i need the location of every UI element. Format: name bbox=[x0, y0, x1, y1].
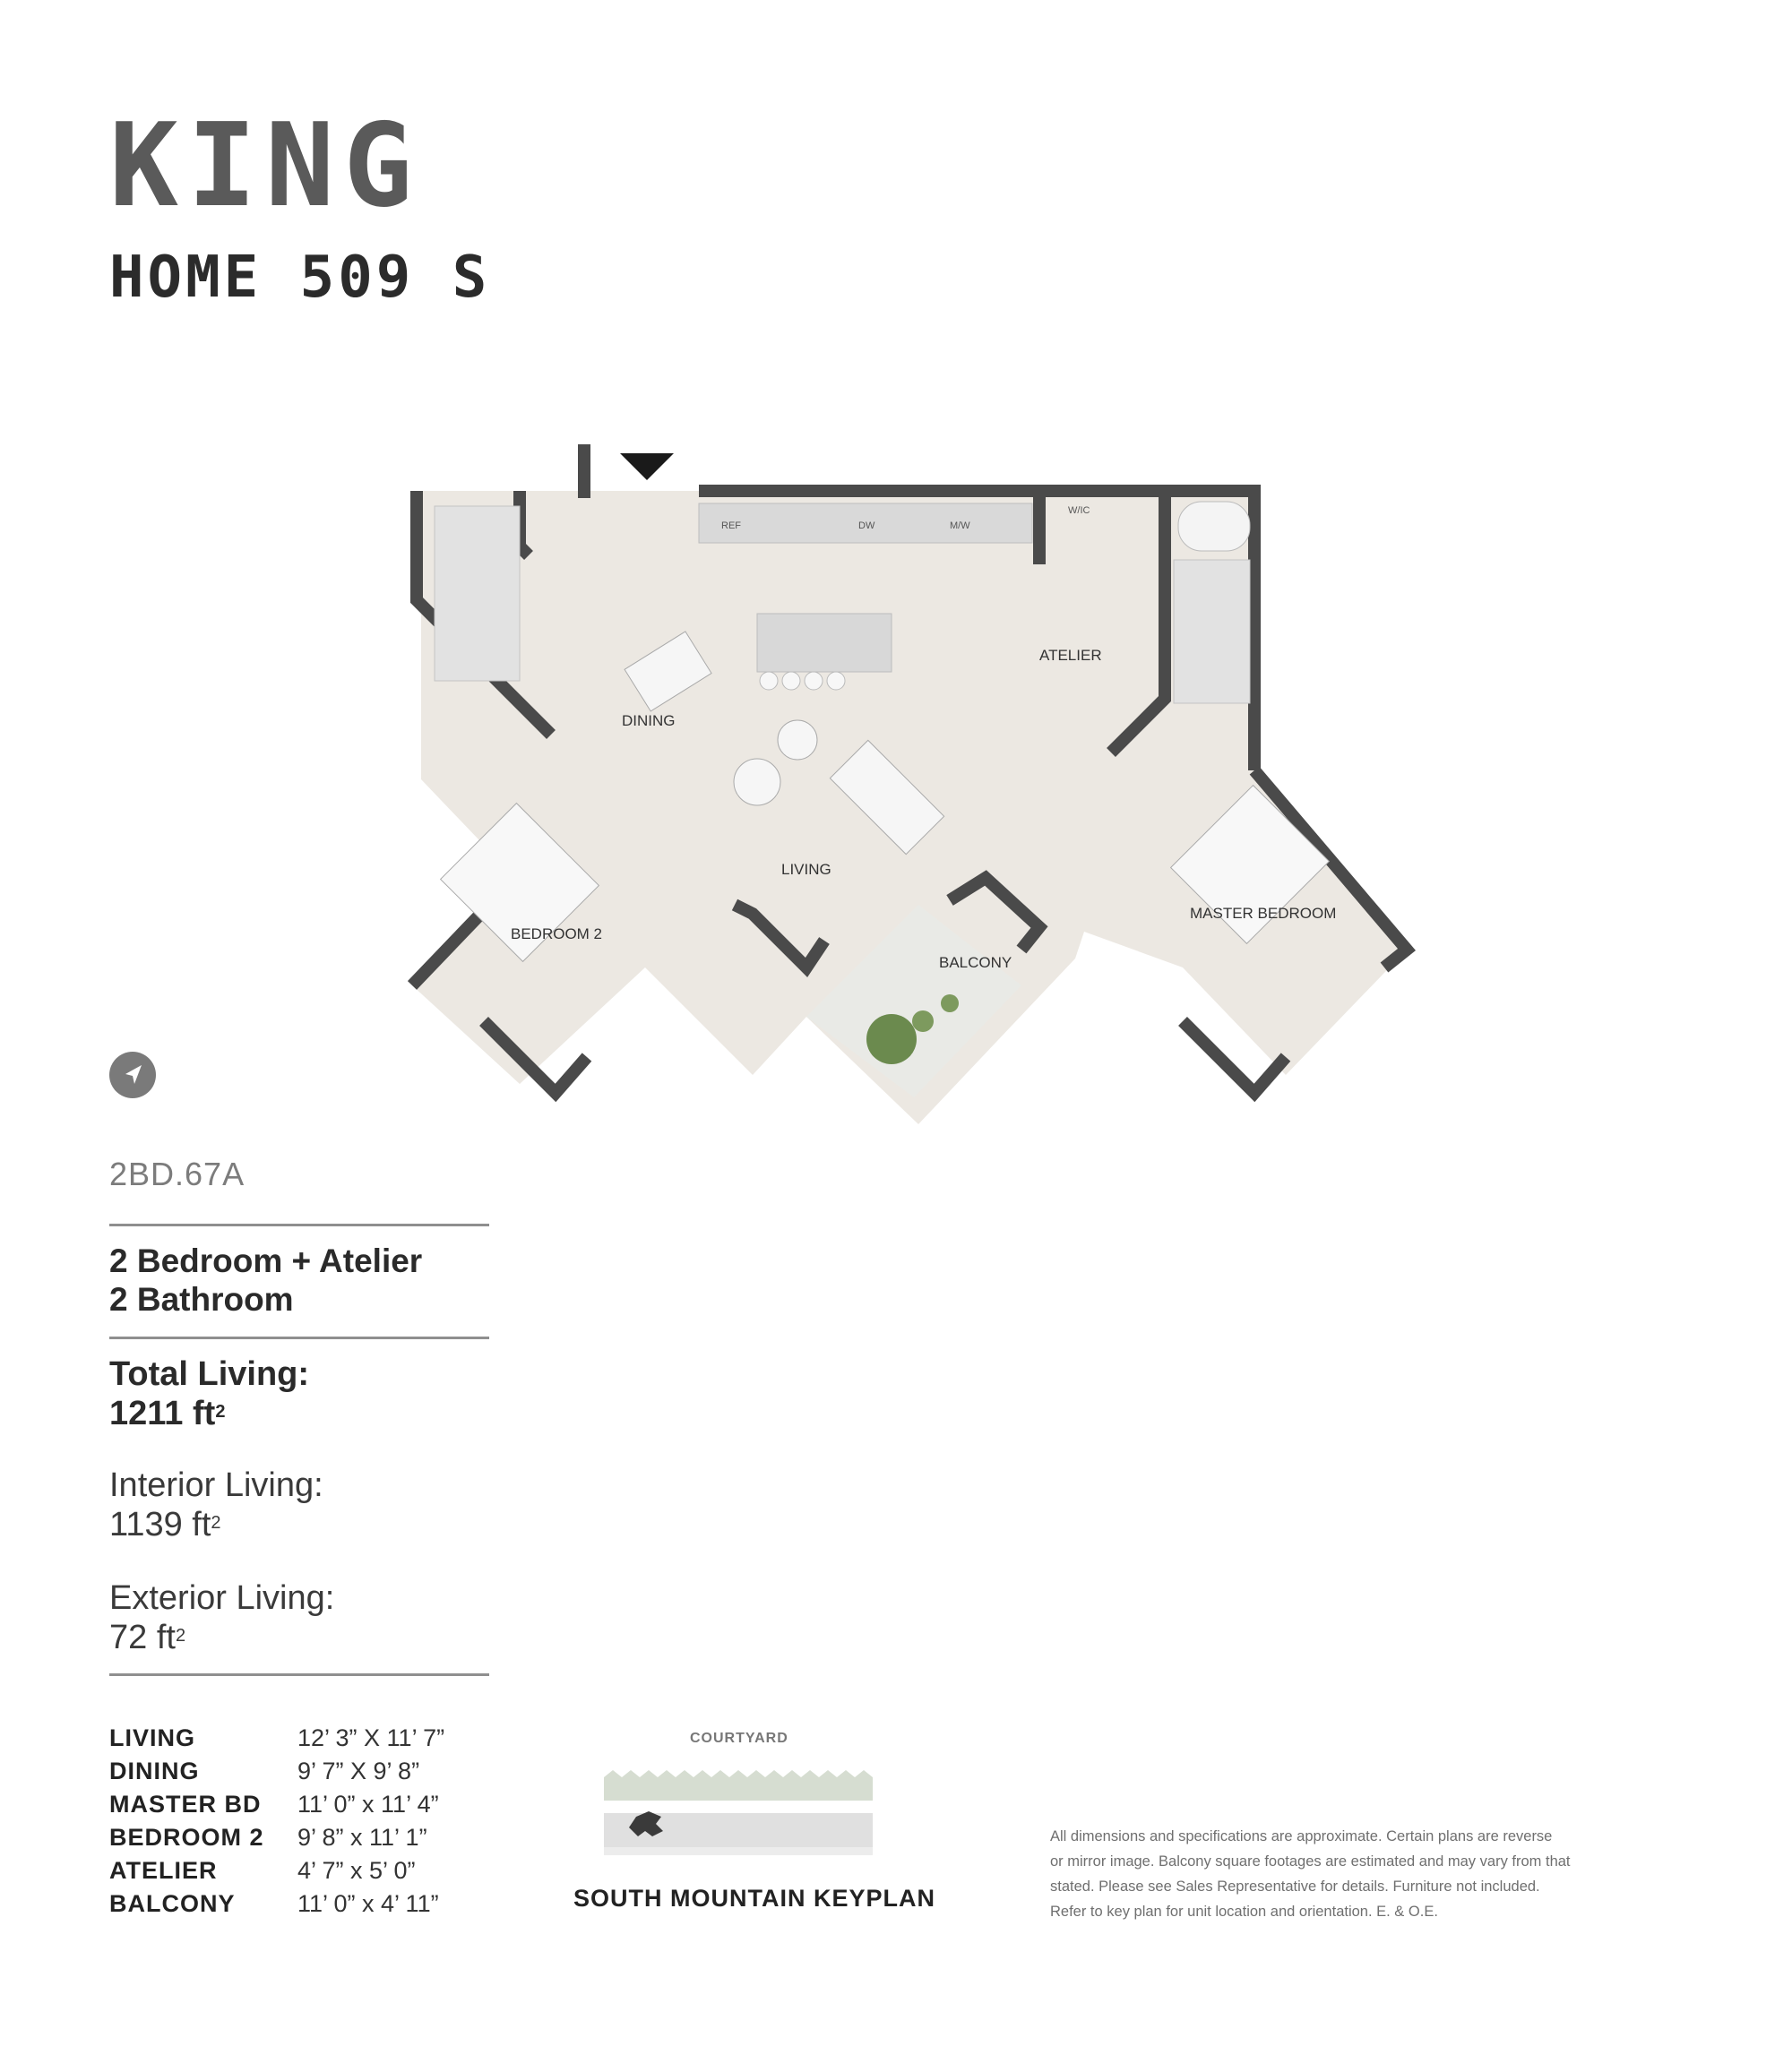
exterior-living-value: 72 $ft^2$ bbox=[109, 1619, 186, 1656]
dimension-row: MASTER BD 11’ 0” x 11’ 4” bbox=[109, 1791, 439, 1818]
dimension-row: LIVING 12’ 3” X 11’ 7” bbox=[109, 1724, 445, 1751]
keyplan-title: SOUTH MOUNTAIN KEYPLAN bbox=[573, 1885, 935, 1912]
unit-type-bedrooms: 2 Bedroom + Atelier bbox=[109, 1242, 423, 1279]
total-living-label: Total Living: bbox=[109, 1355, 310, 1393]
appliance-wic: W/IC bbox=[1068, 505, 1090, 516]
keyplan-diagram bbox=[604, 1770, 873, 1855]
keyplan-courtyard-label: COURTYARD bbox=[690, 1731, 788, 1746]
unit-type bbox=[109, 1242, 422, 1319]
unit-type-bathrooms: 2 Bathroom bbox=[109, 1281, 294, 1318]
unit-code: 2BD.67A bbox=[109, 1156, 246, 1192]
interior-living-label: Interior Living: bbox=[109, 1466, 323, 1504]
total-living-value: 1211 $ft^2$ bbox=[109, 1395, 226, 1432]
bath-master bbox=[1174, 560, 1250, 703]
room-label-dining: DINING bbox=[622, 712, 676, 729]
dimension-row: ATELIER 4’ 7” x 5’ 0” bbox=[109, 1857, 416, 1884]
lounge-chair-2 bbox=[778, 720, 817, 760]
appliance-ref: REF bbox=[721, 520, 741, 531]
appliance-dw: DW bbox=[858, 520, 875, 531]
room-label-living: LIVING bbox=[781, 861, 831, 878]
appliance-mw: M/W bbox=[950, 520, 970, 531]
interior-living-value: 1139 $ft^2$ bbox=[109, 1506, 221, 1543]
room-label-balcony: BALCONY bbox=[939, 954, 1012, 971]
divider-3 bbox=[109, 1673, 489, 1676]
entry-triangle-icon bbox=[620, 453, 674, 480]
interior-living bbox=[109, 1466, 323, 1544]
floor-plan bbox=[394, 430, 1505, 1174]
bath-2 bbox=[435, 506, 520, 681]
dimension-row: DINING 9’ 7” X 9’ 8” bbox=[109, 1758, 420, 1784]
tub bbox=[1178, 502, 1250, 551]
dimension-row: BALCONY 11’ 0” x 4’ 11” bbox=[109, 1890, 439, 1917]
room-label-atelier: ATELIER bbox=[1039, 647, 1102, 664]
home-title: HOME 509 S bbox=[109, 245, 491, 311]
north-arrow-icon bbox=[109, 1052, 156, 1098]
brand-logo: KING bbox=[109, 99, 422, 233]
room-label-bedroom2: BEDROOM 2 bbox=[511, 925, 603, 942]
disclaimer: All dimensions and specifications are approximate. Certain plans are reverse or mirror image. Balcony square footages are estimated and may vary from that stated. Please see Sales Representative for details. Furniture not included. Refer to key plan for unit location and orientation. E. & O.E. bbox=[1050, 1828, 1571, 1920]
exterior-living-label: Exterior Living: bbox=[109, 1579, 335, 1617]
divider-1 bbox=[109, 1224, 489, 1226]
kitchen-island bbox=[757, 614, 892, 672]
room-dimensions bbox=[109, 1722, 444, 1921]
lounge-chair-1 bbox=[734, 759, 780, 805]
exterior-living bbox=[109, 1578, 334, 1657]
room-label-master: MASTER BEDROOM bbox=[1190, 905, 1337, 922]
divider-2 bbox=[109, 1337, 489, 1339]
dimension-row: BEDROOM 2 9’ 8” x 11’ 1” bbox=[109, 1824, 427, 1851]
compass bbox=[109, 1052, 156, 1098]
keyplan bbox=[573, 1731, 935, 1928]
total-living bbox=[109, 1354, 309, 1433]
balcony-tree bbox=[866, 1014, 917, 1064]
